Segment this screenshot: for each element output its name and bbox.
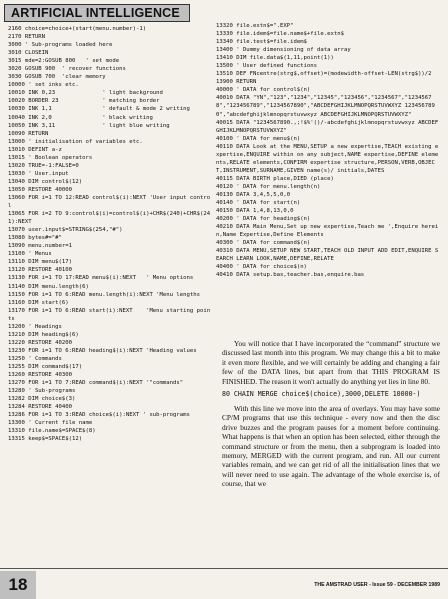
code-line: 13040 DIM control$(12)	[8, 178, 83, 185]
code-line: 40410 DATA setup.bas,teacher.bas,enquire.bas	[216, 272, 365, 279]
code-line: 13250 ' Commands	[8, 355, 62, 362]
code-line: 10000 ' set inks etc.	[8, 82, 79, 89]
code-line: 13282 DIM choice$(3)	[8, 396, 76, 403]
code-line: 13230 FOR i=1 TO 6:READ heading$(i):NEXT 'Heading values	[8, 347, 197, 354]
code-line: 3015 mde=2:GOSUB 800 ' set mode	[8, 58, 120, 65]
code-line: 13150 FOR i=1 TO 6:READ menu.length(i):NEXT 'Menu lengths	[8, 291, 200, 298]
code-line: 13315 keep$=SPACE$(12)	[8, 436, 83, 443]
code-line: 40310 DATA MENU,SETUP NEW START,TEACH OLD INPUT ADD EDIT,ENQUIRE SEARCH LEARN LOOK,NAME,DEFINE,RELATE	[216, 248, 439, 263]
code-line: 13340 file.test$=file.idem$	[216, 39, 307, 46]
code-line: 13286 FOR i=1 TO 3:READ choice$(i):NEXT ' sub-programs	[8, 412, 190, 419]
code-snippet: 80 CHAIN MERGE choice$(choice),3000,DELETE 10000-)	[222, 390, 421, 399]
code-line: 13030 ' User.input	[8, 170, 69, 177]
code-line: 13020 TRUE=-1:FALSE=0	[8, 162, 79, 169]
code-line: 3020 GOSUB 900 ' recover functions	[8, 66, 126, 73]
code-line: 13210 DIM heading$(6)	[8, 331, 79, 338]
code-line: 13100 ' Menus	[8, 251, 52, 258]
code-line: 13270 FOR i=1 TO 7:READ command$(i):NEXT '"commands"	[8, 380, 184, 387]
article-text	[222, 339, 440, 493]
code-line: 13140 DIM menu.length(6)	[8, 283, 89, 290]
code-line: 10020 BORDER 23 ' matching border	[8, 98, 160, 105]
code-line: 40400 ' DATA for choice$(n)	[216, 264, 307, 271]
code-line: 13160 DIM start(6)	[8, 299, 69, 306]
code-line: 13260 RESTORE 40300	[8, 372, 72, 379]
code-line: 40015 DATA "1234567890.,;!$%'()/-abcdefghijklmnopqrstuvwxyz ABCDEFGHIJKLMNOPQRSTUVWXYZ"	[216, 119, 439, 134]
page-number: 18	[8, 575, 28, 594]
code-line: 40115 DATA BIRTH place,DIED (place)	[216, 175, 334, 182]
code-listing-left	[8, 25, 212, 443]
code-line: 13120 RESTORE 40100	[8, 267, 72, 274]
code-line: 13065 FOR i=2 TO 9:control$(i)=control$(i)+CHR$(240)+CHR$(241):NEXT	[8, 211, 211, 226]
code-line: 13300 ' Current file name	[8, 420, 93, 427]
code-line: 40110 DATA Look at the MENU,SETUP a new expertise,TEACH existing expertise,ENQUIRE within on any subject,NAME expertise,DEFINE elements,RELATE elements,CONFIRM expertise structure,PERSON,VERB,OBJECT,INSTRUMENT,SURNAME,GIVEN name(s)/ initials,DATES	[216, 143, 439, 174]
code-line: 40200 ' DATA for heading$(n)	[216, 216, 311, 223]
code-line: 13220 RESTORE 40200	[8, 339, 72, 346]
issue-info: THE AMSTRAD USER - Issue 59 - DECEMBER 1989	[314, 582, 440, 588]
code-line: 2160 choice=choice+(start(menu.number)-1)	[8, 26, 147, 32]
page-number-box	[0, 571, 36, 599]
footer-divider	[0, 568, 448, 569]
code-line: 13080 bytes#="#"	[8, 235, 62, 242]
code-line: 40140 ' DATA for start(n)	[216, 200, 301, 207]
code-line: 13510 DEF FNcentre(strg$,offset)=(modewidth-offset-LEN(strg$))/2	[216, 71, 432, 78]
code-line: 10040 INK 2,0 ' black writing	[8, 114, 153, 121]
paragraph: You will notice that I have incorporated the “command” structure we discussed last month into this program. We may change this a bit to make it even more flexible, and we will certainly be adding and changing a fair few of the DATA lines, but apart from that THIS PROGRAM IS FINISHED. The reason it won't actually do anything yet lies in line 80.	[222, 339, 440, 386]
code-line: 13000 ' initialisation of variables etc.	[8, 138, 143, 145]
code-line: 13110 DIM menu$(17)	[8, 259, 72, 266]
code-line: 13050 RESTORE 40000	[8, 186, 72, 193]
code-line: 10010 INK 0,23 ' light background	[8, 90, 163, 97]
code-line: 13310 file.name$=SPACE$(8)	[8, 428, 96, 435]
code-line: 13900 RETURN	[216, 79, 257, 86]
code-line: 13410 DIM file.data$(1,11,point(1))	[216, 55, 334, 62]
code-line: 13015 ' Boolean operators	[8, 154, 93, 161]
code-line: 13170 FOR i=1 TO 6:READ start(i):NEXT 'Menu starting points	[8, 307, 211, 322]
section-header	[4, 4, 190, 22]
code-line: 40150 DATA 1,4,8,13,0,0	[216, 208, 294, 215]
code-line: 40120 ' DATA for menu.length(n)	[216, 183, 321, 190]
code-line: 13400 ' Dummy dimensioning of data array	[216, 47, 351, 54]
code-line: 3030 GOSUB 700 'clear memory	[8, 74, 106, 81]
code-line: 13284 RESTORE 40400	[8, 404, 72, 411]
paragraph: With this line we move into the area of overlays. You may have some CP/M programs that use this technique - every now and then the disc drive buzzes and the program pauses for a moment before continuing. What happens is that when an option has been selected, either through the command structure or from the menu, then a subprogram is loaded into memory, MERGED with the current program, and run. All our current variables remain, and we can get rid of all the initialisation lines that we will never need to use again. The advantage of the whole exercise is, of course, that we	[222, 403, 440, 489]
code-listing-right	[216, 22, 441, 280]
code-line: 13200 ' Headings	[8, 323, 62, 330]
section-title: ARTIFICIAL INTELLIGENCE	[11, 6, 180, 20]
code-line: 10050 INK 3,11 ' light blue writing	[8, 122, 170, 129]
code-line: 13280 ' Sub-programs	[8, 388, 76, 395]
code-line: 40300 ' DATA for command$(n)	[216, 240, 311, 247]
code-line: 40100 ' DATA for menu$(n)	[216, 135, 301, 142]
code-line: 13130 FOR i=1 TO 17:READ menu$(i):NEXT ' Menu options	[8, 275, 194, 282]
code-line: 13010 DEFINT a-z	[8, 146, 62, 153]
code-line: 13060 FOR i=1 TO 12:READ control$(i):NEXT 'User input control	[8, 194, 211, 210]
code-line: 10090 RETURN	[8, 130, 49, 137]
code-line: 13500 ' User defined functions	[216, 63, 318, 70]
code-line: 2170 RETURN	[8, 34, 46, 41]
code-line: 3000 ' Sub-programs loaded here	[8, 42, 113, 49]
code-line: 40010 DATA "YN","123","1234","12345","123456","1234567","12345678","123456789","1234567890","ABCDEFGHIJKLMNOPQRSTUVWXYZ 1234567890","abcdefghijklmnopqrstuvwxyz ABCDEFGHIJKLMNOPQRSTUVWXYZ"	[216, 95, 435, 118]
code-line: 13330 file.idem$=file.name$+file.extn$	[216, 31, 344, 38]
code-line: 13320 file.extn$=".EXP"	[216, 23, 294, 29]
code-line: 10030 INK 1,1 ' default & mode 2 writing	[8, 106, 190, 113]
code-line: 13070 user.input$=STRING$(254,"#")	[8, 227, 123, 234]
code-line: 40130 DATA 3,4,5,5,0,0	[216, 191, 291, 198]
code-line: 13255 DIM command$(17)	[8, 363, 83, 370]
code-line: 40000 ' DATA for control$(n)	[216, 87, 311, 94]
code-line: 3010 CLOSEIN	[8, 50, 49, 57]
code-line: 40210 DATA Main Menu,Set up new expertise,Teach me ',Enquire herein,Name Expertise,Define Elements	[216, 224, 439, 239]
code-line: 13090 menu.number=1	[8, 243, 72, 250]
